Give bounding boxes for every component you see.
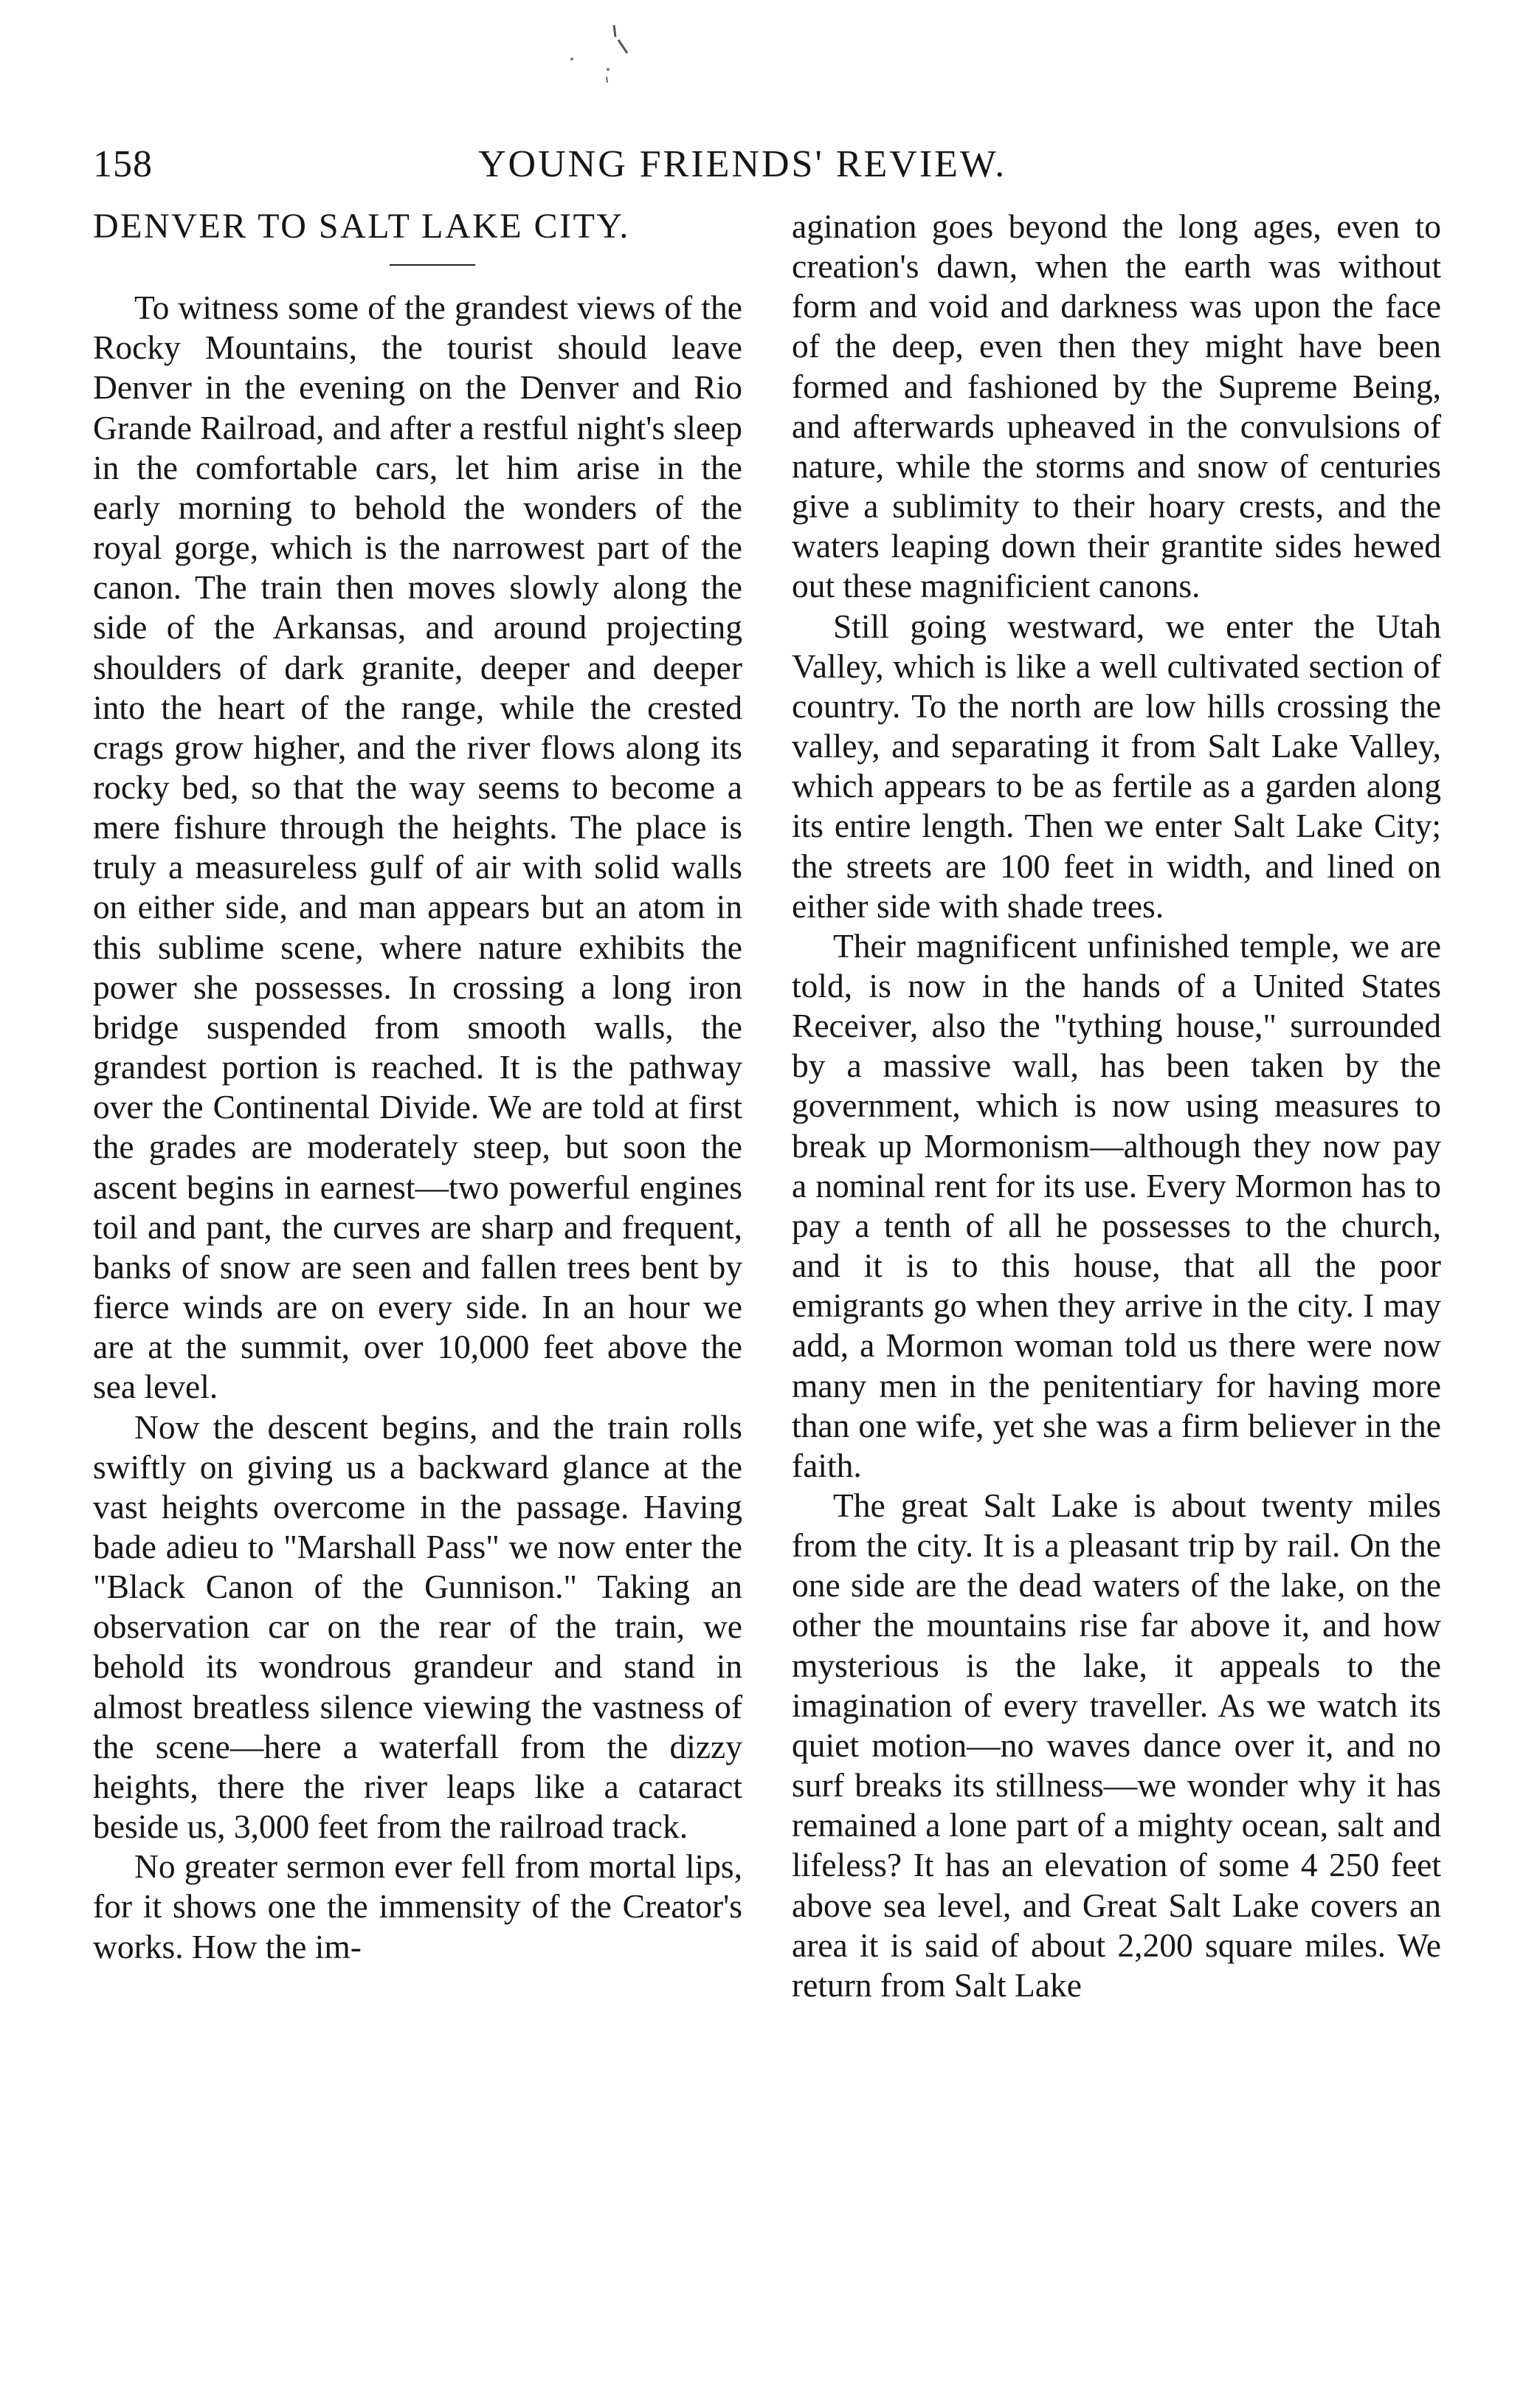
paragraph: The great Salt Lake is about twenty miles from the city. It is a pleasant trip by rail. On the one side are the dead waters of the lake, on the other the mountains rise far above it, and how mysterious is the lake, it appeals to the imagination of every traveller. As we watch its quiet motion—no waves dance over it, and no surf breaks its stillness—we wonder why it has remained a lone part of a mighty ocean, salt and lifeless? It has an elevation of some 4 250 feet above sea level, and Great Salt Lake covers an area it is said of about 2,200 square miles. We return from Salt Lake [792,1486,1441,2004]
running-head [93,139,1458,190]
paragraph: Their magnificent unfinished temple, we are told, is now in the hands of a United States Receiver, also the "tything house," surrounded by a massive wall, has been taken by the government, which is now using measures to break up Mormonism—although they now pay a nominal rent for its use. Every Mormon has to pay a tenth of all he possesses to the church, and it is to this house, that all the poor emigrants go when they arrive in the city. I may add, a Mormon woman told us there were now many men in the penitentiary for having more than one wife, yet she was a firm believer in the faith. [792,926,1441,1484]
right-column [792,207,1441,2005]
left-column [93,207,742,1967]
paragraph-continued: agination goes beyond the long ages, even to creation's dawn, when the earth was without form and void and darkness was upon the face of the deep, even then they might have been formed and fashioned by the Supreme Being, and afterwards upheaved in the convulsions of nature, while the storms and snow of centuries give a sublimity to their hoary crests, and the waters leaping down their grantite sides hewed out these magnificient canons. [792,207,1441,605]
journal-title: YOUNG FRIENDS' REVIEW. [478,143,1007,185]
article-title: DENVER TO SALT LAKE CITY. [93,207,630,246]
paragraph: No greater sermon ever fell from mortal lips, for it shows one the immensity of the Creator's works. How the im- [93,1847,742,1965]
page-number: 158 [93,143,153,185]
paragraph: Now the descent begins, and the train rolls swiftly on giving us a backward glance at the vast heights overcome in the passage. Having bade adieu to "Marshall Pass" we now enter the "Black Canon of the Gunnison." Taking an observation car on the rear of the train, we behold its wondrous grandeur and stand in almost breatless silence viewing the vastness of the scene—here a waterfall from the dizzy heights, there the river leaps like a cataract beside us, 3,000 feet from the railroad track. [93,1407,742,1846]
print-specks [568,15,657,89]
title-rule [390,264,475,288]
paragraph: To witness some of the grandest views of the Rocky Mountains, the tourist should leave Denver in the evening on the Denver and Rio Grande Railroad, and after a restful night's sleep in the comfortable cars, let him arise in the early morning to behold the wonders of the royal gorge, which is the narrowest part of the canon. The train then moves slowly along the side of the Arkansas, and around projecting shoulders of dark granite, deeper and deeper into the heart of the range, while the crested crags grow higher, and the river flows along its rocky bed, so that the way seems to become a mere fishure through the heights. The place is truly a measureless gulf of air with solid walls on either side, and man appears but an atom in this sublime scene, where nature exhibits the power she possesses. In crossing a long iron bridge suspended from smooth walls, the grandest portion is reached. It is the pathway over the Continental Divide. We are told at first the grades are moderately steep, but soon the ascent begins in earnest—two powerful engines toil and pant, the curves are sharp and frequent, banks of snow are seen and fallen trees bent by fierce winds are on every side. In an hour we are at the summit, over 10,000 feet above the sea level. [93,289,742,1406]
paragraph: Still going westward, we enter the Utah Valley, which is like a well cultivated section of country. To the north are low hills crossing the valley, and separating it from Salt Lake Valley, which appears to be as fertile as a garden along its entire length. Then we enter Salt Lake City; the streets are 100 feet in width, and lined on either side with shade trees. [792,607,1441,925]
